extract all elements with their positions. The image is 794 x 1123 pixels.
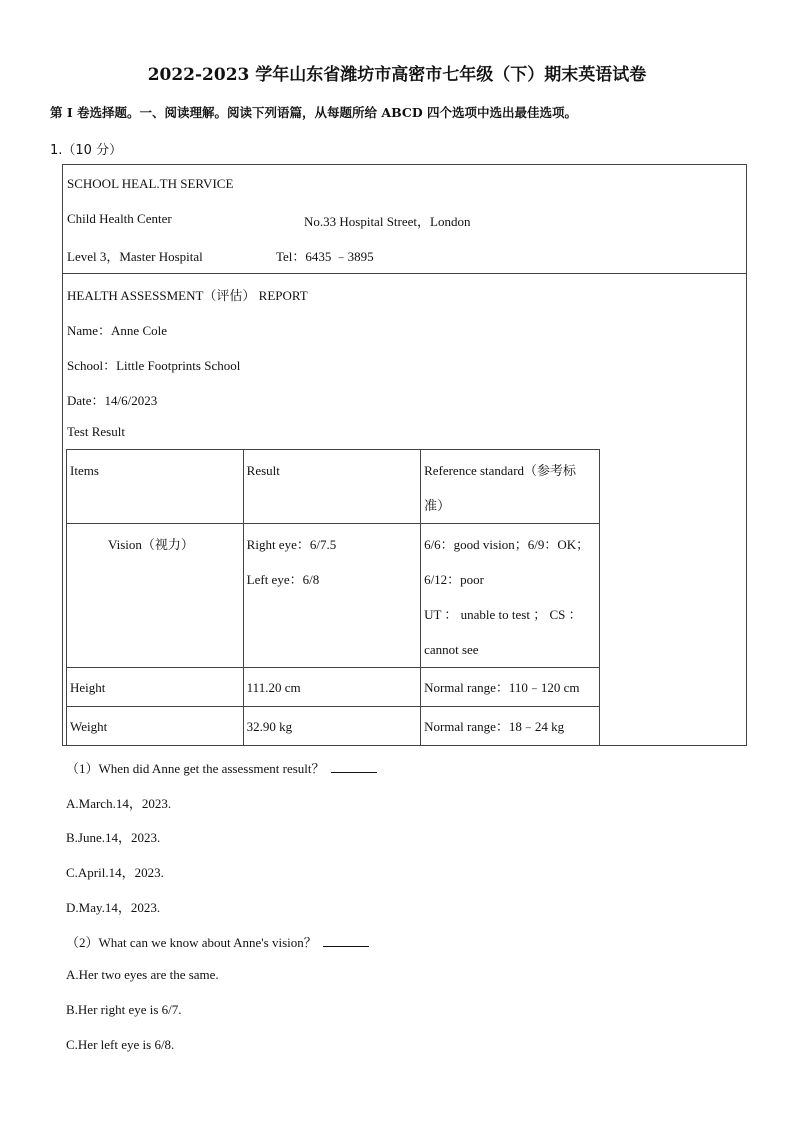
- weight-reference: Normal range：18﹣24 kg: [421, 707, 600, 746]
- question-number: 1.（10 分）: [50, 143, 123, 158]
- q1-option-d: D.May.14，2023.: [66, 900, 161, 915]
- report-name: Name：Anne Cole: [67, 323, 168, 338]
- report-divider: [62, 273, 747, 274]
- height-item: Height: [67, 668, 244, 707]
- header-center: Child Health Center: [67, 211, 172, 226]
- q1-option-a: A.March.14，2023.: [66, 796, 172, 811]
- table-row: [67, 668, 600, 707]
- q2-option-c: C.Her left eye is 6/8.: [66, 1037, 175, 1052]
- report-date: Date：14/6/2023: [67, 393, 158, 408]
- page-title: 2022-2023 学年山东省潍坊市高密市七年级（下）期末英语试卷: [147, 65, 647, 85]
- question-2-stem: （2）What can we know about Anne's vision？: [66, 932, 369, 951]
- report-test-result: Test Result: [67, 424, 125, 439]
- height-result: 111.20 cm: [243, 668, 420, 707]
- header-level: Level 3，Master Hospital: [67, 249, 203, 264]
- header-items: Items: [67, 450, 244, 524]
- vision-result: Right eye：6/7.5 Left eye：6/8: [243, 524, 420, 668]
- report-heading: HEALTH ASSESSMENT（评估） REPORT: [67, 288, 308, 303]
- answer-blank: [323, 936, 369, 947]
- section-instruction: 第 I 卷选择题。一、阅读理解。阅读下列语篇，从每题所给 ABCD 四个选项中选出最佳选项。: [50, 105, 578, 120]
- weight-result: 32.90 kg: [243, 707, 420, 746]
- table-row: [67, 707, 600, 746]
- header-reference: Reference standard（参考标 准）: [421, 450, 600, 524]
- table-header-row: [67, 450, 600, 524]
- header-tel: Tel：6435 ﹣3895: [276, 249, 374, 264]
- q1-option-c: C.April.14，2023.: [66, 865, 164, 880]
- header-address: No.33 Hospital Street，London: [304, 214, 471, 229]
- q2-option-a: A.Her two eyes are the same.: [66, 967, 219, 982]
- answer-blank: [331, 762, 377, 773]
- header-result: Result: [243, 450, 420, 524]
- vision-item: Vision（视力）: [67, 524, 244, 668]
- question-1-stem: （1）When did Anne get the assessment result？: [66, 758, 377, 777]
- table-row: [67, 524, 600, 668]
- header-service: SCHOOL HEAL.TH SERVICE: [67, 176, 234, 191]
- report-school: School：Little Footprints School: [67, 358, 241, 373]
- test-result-table: [66, 449, 600, 746]
- height-reference: Normal range：110﹣120 cm: [421, 668, 600, 707]
- weight-item: Weight: [67, 707, 244, 746]
- q1-option-b: B.June.14，2023.: [66, 830, 161, 845]
- vision-reference: 6/6：good vision；6/9：OK； 6/12：poor UT ： unable to test ； CS ： cannot see: [421, 524, 600, 668]
- q2-option-b: B.Her right eye is 6/7.: [66, 1002, 182, 1017]
